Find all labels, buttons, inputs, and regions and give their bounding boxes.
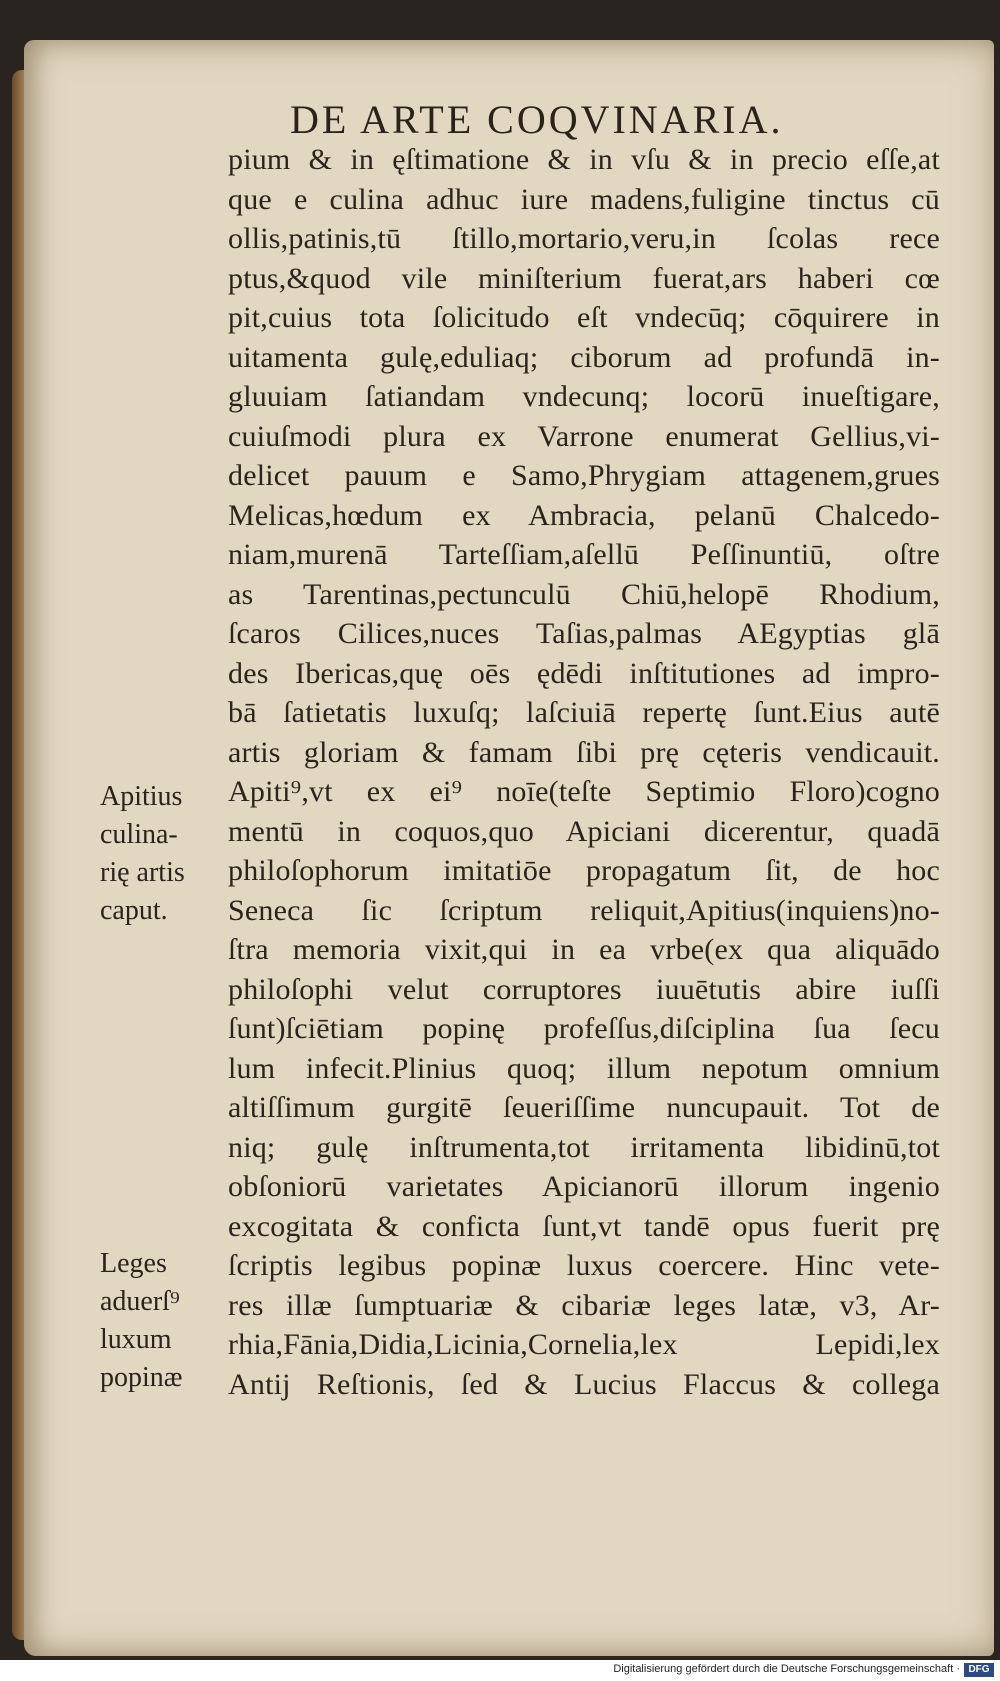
margin-note-line: luxum (100, 1324, 172, 1355)
funding-credit: Digitalisierung gefördert durch die Deutsche Forschungsgemeinschaft · (613, 1663, 960, 1675)
margin-note-line: aduerſ⁹ (100, 1286, 180, 1317)
running-head: DE ARTE COQVINARIA. (290, 97, 784, 142)
text-line: obſoniorū varietates Apicianorū illorum ingenio (228, 1170, 940, 1203)
body-text (228, 140, 940, 1404)
text-line: gluuiam ſatiandam vndecunq; locorū inueſtigare, (228, 380, 940, 413)
text-line: altiſſimum gurgitē ſeueriſſime nuncupauit. Tot de (228, 1091, 940, 1124)
text-line: que e culina adhuc iure madens,fuligine tinctus cū (228, 182, 940, 216)
text-line: cuiuſmodi plura ex Varrone enumerat Gellius,vi- (228, 419, 940, 453)
text-line: mentū in coquos,quo Apiciani dicerentur, quadā (228, 814, 940, 848)
margin-note-line: culina- (100, 819, 178, 850)
margin-note-line: popinæ (100, 1362, 183, 1393)
text-line: as Tarentinas,pectunculū Chiū,helopē Rhodium, (228, 577, 940, 611)
text-line: Apiti⁹,vt ex ei⁹ noīe(teſte Septimio Floro)cogno (228, 775, 940, 808)
text-line: niq; gulę inſtrumenta,tot irritamenta libidinū,tot (228, 1130, 940, 1164)
margin-note-apitius (100, 778, 220, 930)
text-line: ſunt)ſciētiam popinę profeſſus,diſciplina ſua ſecu (228, 1012, 940, 1045)
text-line: niam,murenā Tarteſſiam,aſellū Peſſinuntiū, oſtre (228, 538, 940, 571)
text-line: rhia,Fānia,Didia,Licinia,Cornelia,lex Lepidi,lex (228, 1328, 940, 1361)
text-line: lum infecit.Plinius quoq; illum nepotum omnium (228, 1051, 940, 1085)
text-line: Seneca ſic ſcriptum reliquit,Apitius(inquiens)no- (228, 893, 940, 927)
text-line: artis gloriam & famam ſibi prę cęteris vendicauit. (228, 735, 940, 769)
margin-note-line: Apitius (100, 781, 183, 812)
text-line: pit,cuius tota ſolicitudo eſt vndecūq; cōquirere in (228, 301, 940, 334)
text-line: des Ibericas,quę oēs ędēdi inſtitutiones ad impro- (228, 656, 940, 690)
text-line: ſtra memoria vixit,qui in ea vrbe(ex qua aliquādo (228, 933, 940, 966)
text-line: delicet pauum e Samo,Phrygiam attagenem,grues (228, 459, 940, 492)
text-line: ptus,&quod vile miniſterium fuerat,ars haberi cœ (228, 261, 940, 295)
text-line: ſcriptis legibus popinæ luxus coercere. Hinc vete- (228, 1249, 940, 1282)
text-line: Melicas,hœdum ex Ambracia, pelanū Chalcedo- (228, 498, 940, 532)
text-line: ſcaros Cilices,nuces Taſias,palmas AEgyptias glā (228, 617, 940, 650)
text-line: Antij Reſtionis, ſed & Lucius Flaccus & collega (228, 1367, 940, 1401)
margin-note-line: Leges (100, 1248, 167, 1279)
text-line: res illæ ſumptuariæ & cibariæ leges latæ, v3, Ar- (228, 1288, 940, 1322)
text-line: pium & in ęſtimatione & in vſu & in precio eſſe,at (228, 143, 940, 176)
margin-note-leges (100, 1245, 220, 1397)
dfg-logo: DFG (964, 1663, 994, 1677)
text-line: ollis,patinis,tū ſtillo,mortario,veru,in ſcolas rece (228, 222, 940, 255)
margin-note-line: rię artis (100, 857, 185, 888)
margin-note-line: caput. (100, 895, 168, 926)
text-line: philoſophi velut corruptores iuuētutis abire iuſſi (228, 972, 940, 1006)
text-line: uitamenta gulę,eduliaq; ciborum ad profundā in- (228, 340, 940, 374)
text-line: philoſophorum imitatiōe propagatum ſit, de hoc (228, 854, 940, 887)
text-line: excogitata & conficta ſunt,vt tandē opus fuerit prę (228, 1209, 940, 1243)
text-line: bā ſatietatis luxuſq; laſciuiā repertę ſunt.Eius autē (228, 696, 940, 729)
